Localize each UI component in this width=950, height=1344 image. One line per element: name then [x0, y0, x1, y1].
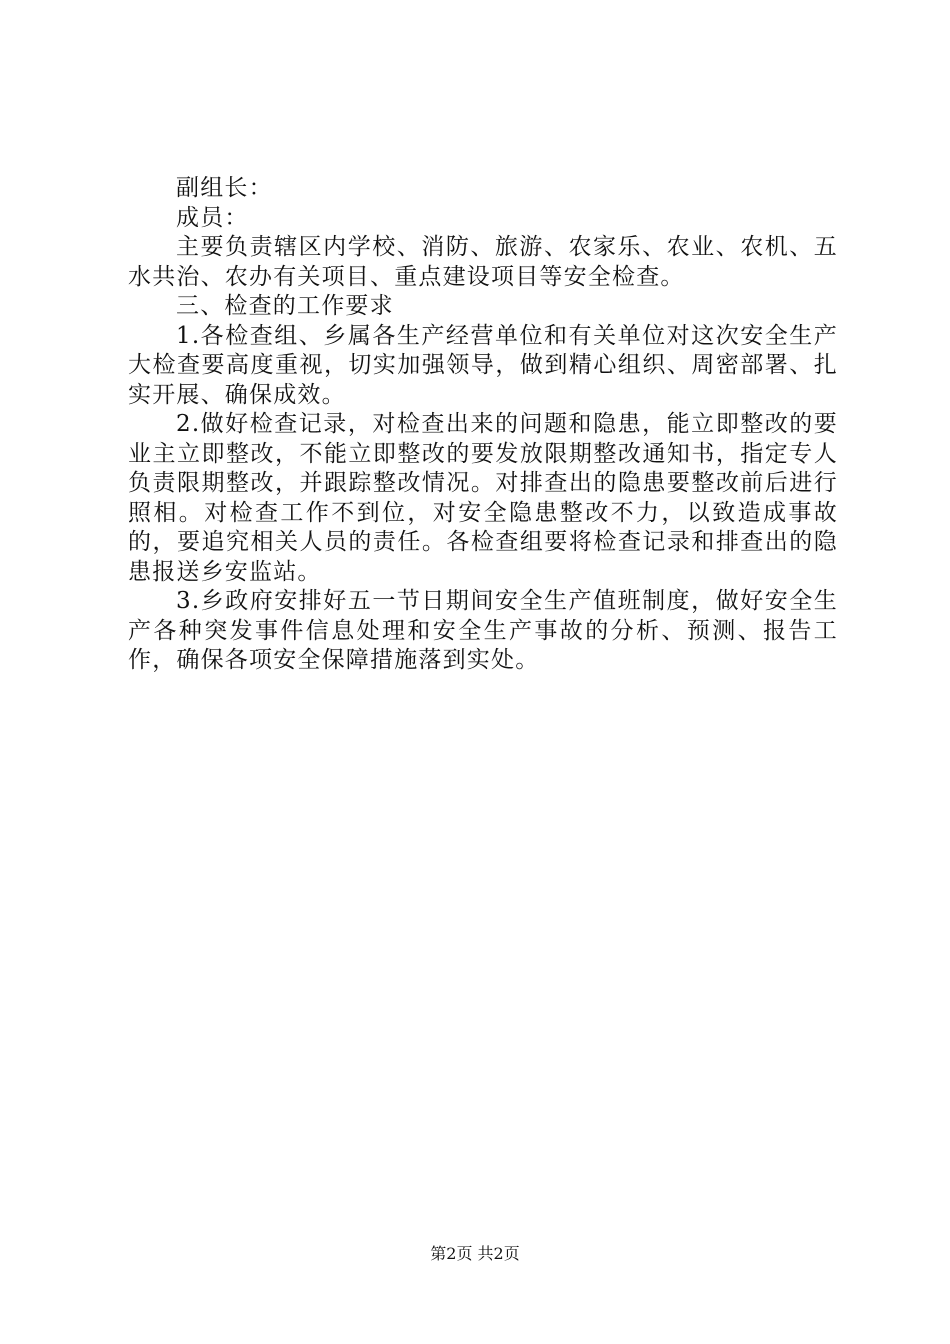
members-line: 成员： — [176, 204, 249, 231]
document-body — [128, 174, 838, 676]
deputy-leader-line: 副组长： — [176, 175, 273, 201]
requirement-paragraph-2: 2.做好检查记录，对检查出来的问题和隐患，能立即整改的要业主立即整改，不能立即整改的要发放限期整改通知书，指定专人负责限期整改，并跟踪整改情况。对排查出的隐患要整改前后进行照相。对检查工作不到位，对安全隐患整改不力，以致造成事故的，要追究相关人员的责任。各检查组要将检查记录和排查出的隐患报送乡安监站。 — [128, 411, 838, 585]
page-number: 第2页 共2页 — [430, 1244, 520, 1263]
section-heading: 三、检查的工作要求 — [176, 293, 394, 319]
responsibility-paragraph: 主要负责辖区内学校、消防、旅游、农家乐、农业、农机、五水共治、农办有关项目、重点建设项目等安全检查。 — [128, 234, 838, 290]
requirement-paragraph-1: 1.各检查组、乡属各生产经营单位和有关单位对这次安全生产大检查要高度重视，切实加强领导，做到精心组织、周密部署、扎实开展、确保成效。 — [128, 322, 838, 408]
page-footer — [0, 1244, 950, 1264]
requirement-paragraph-3: 3.乡政府安排好五一节日期间安全生产值班制度，做好安全生产各种突发事件信息处理和安全生产事故的分析、预测、报告工作，确保各项安全保障措施落到实处。 — [128, 588, 838, 673]
